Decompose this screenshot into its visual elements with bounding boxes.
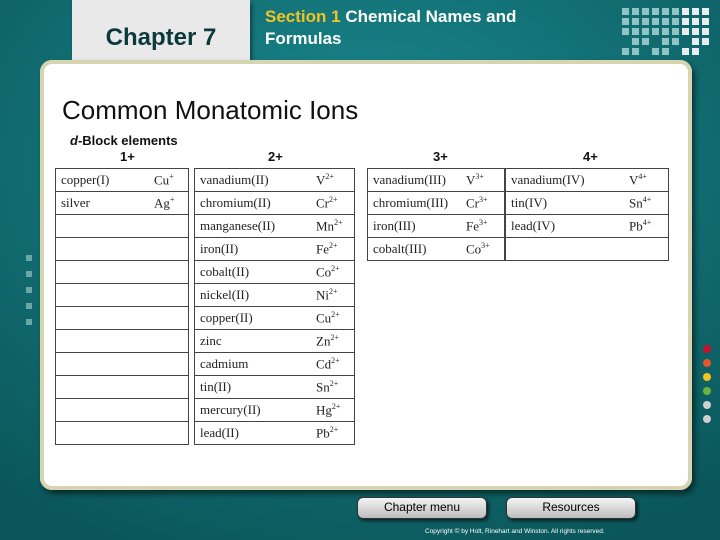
copyright-text: Copyright © by Holt, Rinehart and Winston. All rights reserved. xyxy=(425,528,605,535)
section-number: Section 1 xyxy=(265,7,341,26)
ion-symbol xyxy=(149,192,189,215)
ion-row xyxy=(56,330,189,353)
block-label-text: -Block elements xyxy=(77,133,178,148)
ion-symbol xyxy=(149,422,189,445)
ion-name xyxy=(56,353,150,376)
section-title-line1: Chemical Names and xyxy=(345,7,517,26)
ion-row xyxy=(56,192,189,215)
ion-row xyxy=(195,353,355,376)
ion-symbol xyxy=(149,261,189,284)
ion-symbol xyxy=(311,238,355,261)
side-dot xyxy=(703,359,711,367)
side-dot xyxy=(703,373,711,381)
ion-row xyxy=(195,399,355,422)
side-dot xyxy=(703,387,711,395)
ion-name: silver xyxy=(56,192,150,215)
ion-charge: + xyxy=(169,171,174,181)
side-dot xyxy=(703,401,711,409)
ion-charge: 3+ xyxy=(479,194,488,204)
ion-row xyxy=(56,238,189,261)
ion-symbol xyxy=(149,399,189,422)
side-dot xyxy=(703,415,711,423)
chapter-label: Chapter 7 xyxy=(105,24,217,51)
ion-symbol xyxy=(149,376,189,399)
ion-row xyxy=(506,169,669,192)
ion-row xyxy=(506,238,669,261)
ion-element: Cr xyxy=(316,195,329,211)
ion-symbol xyxy=(149,307,189,330)
ion-row xyxy=(56,399,189,422)
ion-symbol xyxy=(624,215,669,238)
ion-row xyxy=(195,330,355,353)
ion-row xyxy=(56,422,189,445)
ion-charge: 2+ xyxy=(329,424,339,434)
ion-row xyxy=(195,261,355,284)
ion-element: Ag xyxy=(154,195,170,211)
ion-table-1plus xyxy=(55,168,189,445)
side-dot xyxy=(703,345,711,353)
ion-row xyxy=(195,376,355,399)
ion-charge: 3+ xyxy=(475,171,484,181)
ion-row xyxy=(56,284,189,307)
ion-charge: 4+ xyxy=(642,217,652,227)
ion-element: Co xyxy=(316,264,332,280)
ion-name: chromium(III) xyxy=(368,192,462,215)
ion-symbol xyxy=(624,169,669,192)
ion-symbol xyxy=(461,215,505,238)
ion-name: mercury(II) xyxy=(195,399,312,422)
ion-name: lead(IV) xyxy=(506,215,625,238)
ion-symbol xyxy=(311,169,355,192)
ion-charge: 2+ xyxy=(329,286,338,296)
ion-charge: 2+ xyxy=(331,263,340,273)
ion-name xyxy=(56,376,150,399)
ion-name xyxy=(56,215,150,238)
ion-table-2plus xyxy=(194,168,355,445)
ion-row xyxy=(56,215,189,238)
ion-symbol xyxy=(149,169,189,192)
ion-symbol xyxy=(311,353,355,376)
ion-element: Mn xyxy=(316,218,335,234)
ion-element: Co xyxy=(466,241,482,257)
ion-row xyxy=(56,169,189,192)
ion-row xyxy=(506,192,669,215)
ion-charge: 2+ xyxy=(329,240,338,250)
chapter-menu-button[interactable]: Chapter menu xyxy=(357,497,487,519)
ion-name xyxy=(56,261,150,284)
ion-name: copper(II) xyxy=(195,307,312,330)
ion-symbol xyxy=(311,376,355,399)
ion-symbol xyxy=(311,261,355,284)
ion-name xyxy=(56,284,150,307)
ion-name xyxy=(56,422,150,445)
section-title xyxy=(265,6,585,50)
ion-name xyxy=(56,330,150,353)
ion-table-4plus xyxy=(505,168,669,261)
ion-name: cadmium xyxy=(195,353,312,376)
ion-name: tin(IV) xyxy=(506,192,625,215)
ion-symbol xyxy=(624,238,669,261)
page-title: Common Monatomic Ions xyxy=(62,95,359,125)
ion-symbol xyxy=(311,330,355,353)
ion-element: Pb xyxy=(316,425,330,441)
ion-charge: 2+ xyxy=(329,378,339,388)
ion-charge: 2+ xyxy=(334,217,343,227)
charge-header-2plus: 2+ xyxy=(268,149,283,164)
ion-name: vanadium(IV) xyxy=(506,169,625,192)
ion-symbol xyxy=(311,422,355,445)
ion-symbol xyxy=(461,169,505,192)
left-dot-strip xyxy=(26,255,34,335)
ion-name: iron(II) xyxy=(195,238,312,261)
ion-row xyxy=(56,376,189,399)
charge-header-1plus: 1+ xyxy=(120,149,135,164)
ion-row xyxy=(195,192,355,215)
side-dot-strip xyxy=(700,345,714,429)
ion-name: copper(I) xyxy=(56,169,150,192)
ion-charge: 4+ xyxy=(638,171,647,181)
ion-name: cobalt(III) xyxy=(368,238,462,261)
ion-element: Zn xyxy=(316,333,331,349)
ion-row xyxy=(506,215,669,238)
ion-symbol xyxy=(311,399,355,422)
ion-charge: 3+ xyxy=(481,240,490,250)
ion-symbol xyxy=(149,215,189,238)
ion-element: Cd xyxy=(316,356,332,372)
ion-name xyxy=(56,307,150,330)
ion-row xyxy=(56,261,189,284)
ion-name: iron(III) xyxy=(368,215,462,238)
ion-name: zinc xyxy=(195,330,312,353)
ion-name: manganese(II) xyxy=(195,215,312,238)
ion-charge: 4+ xyxy=(642,194,652,204)
ion-name xyxy=(56,399,150,422)
ion-element: Fe xyxy=(466,218,479,234)
ion-symbol xyxy=(311,215,355,238)
ion-row xyxy=(195,169,355,192)
charge-header-3plus: 3+ xyxy=(433,149,448,164)
ion-symbol xyxy=(311,307,355,330)
ion-element: Cu xyxy=(154,172,170,188)
resources-button[interactable]: Resources xyxy=(506,497,636,519)
ion-element: Sn xyxy=(316,379,330,395)
ion-element: V xyxy=(629,172,639,188)
ion-charge: 3+ xyxy=(479,217,488,227)
ion-row xyxy=(56,353,189,376)
ion-element: Cr xyxy=(466,195,479,211)
ion-row xyxy=(368,238,505,261)
ion-row xyxy=(195,307,355,330)
ion-symbol xyxy=(311,192,355,215)
ion-element: Hg xyxy=(316,402,332,418)
ion-table-3plus xyxy=(367,168,505,261)
ion-symbol xyxy=(149,353,189,376)
ion-charge: + xyxy=(169,194,175,204)
ion-element: Ni xyxy=(316,287,329,303)
ion-element: V xyxy=(466,172,476,188)
ion-row xyxy=(195,215,355,238)
ion-name xyxy=(506,238,625,261)
ion-symbol xyxy=(624,192,669,215)
ion-name xyxy=(56,238,150,261)
section-title-line2: Formulas xyxy=(265,29,342,48)
ion-row xyxy=(195,284,355,307)
ion-symbol xyxy=(149,330,189,353)
ion-name: lead(II) xyxy=(195,422,312,445)
ion-name: vanadium(II) xyxy=(195,169,312,192)
charge-header-4plus: 4+ xyxy=(583,149,598,164)
ion-symbol xyxy=(461,192,505,215)
ion-element: Sn xyxy=(629,195,643,211)
block-label-italic: d xyxy=(70,133,78,148)
ion-name: tin(II) xyxy=(195,376,312,399)
ion-symbol xyxy=(149,284,189,307)
ion-name: vanadium(III) xyxy=(368,169,462,192)
block-label xyxy=(70,133,178,148)
ion-symbol xyxy=(149,238,189,261)
ion-charge: 2+ xyxy=(331,401,341,411)
ion-row xyxy=(368,192,505,215)
ion-name: chromium(II) xyxy=(195,192,312,215)
ion-row xyxy=(195,238,355,261)
ion-charge: 2+ xyxy=(330,332,339,342)
ion-row xyxy=(368,215,505,238)
ion-charge: 2+ xyxy=(331,355,340,365)
ion-charge: 2+ xyxy=(331,309,340,319)
ion-element: Fe xyxy=(316,241,329,257)
grid-decoration-icon xyxy=(622,8,714,58)
ion-name: nickel(II) xyxy=(195,284,312,307)
ion-symbol xyxy=(311,284,355,307)
ion-row xyxy=(56,307,189,330)
ion-row xyxy=(195,422,355,445)
ion-element: Pb xyxy=(629,218,643,234)
ion-charge: 2+ xyxy=(325,171,334,181)
ion-charge: 2+ xyxy=(329,194,338,204)
ion-element: V xyxy=(316,172,326,188)
ion-element: Cu xyxy=(316,310,332,326)
ion-row xyxy=(368,169,505,192)
ion-name: cobalt(II) xyxy=(195,261,312,284)
ion-symbol xyxy=(461,238,505,261)
